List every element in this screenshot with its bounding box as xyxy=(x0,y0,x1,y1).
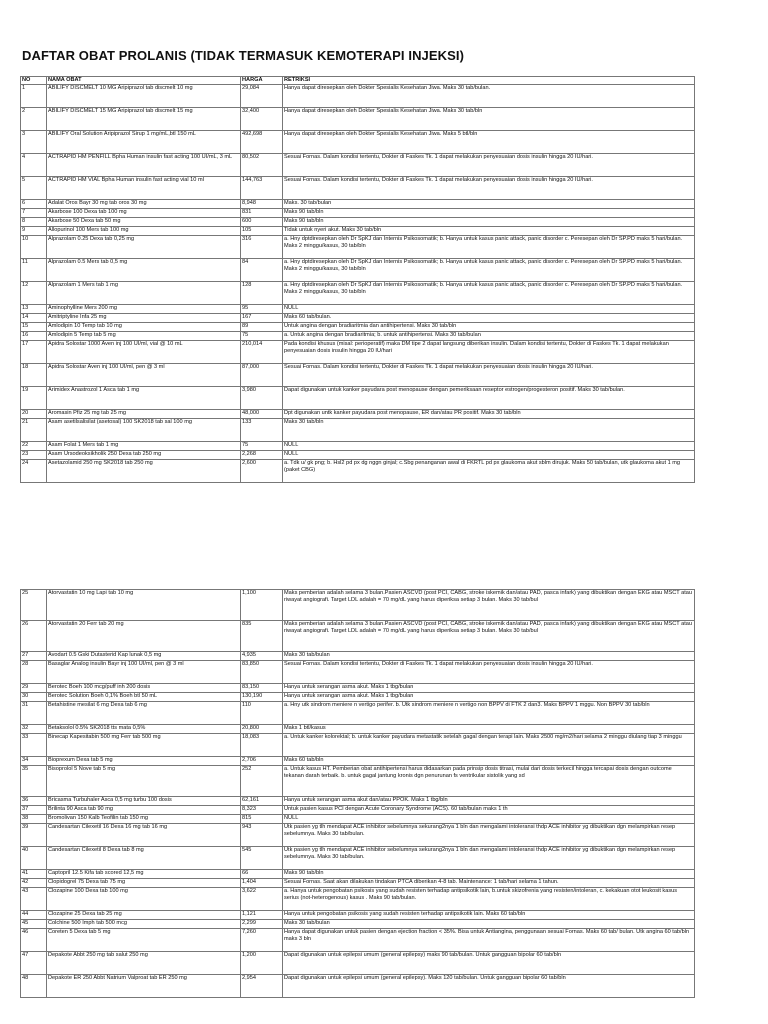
cell-harga: 133 xyxy=(241,419,283,442)
cell-no: 9 xyxy=(21,227,47,236)
cell-harga: 4,935 xyxy=(241,652,283,661)
cell-harga: 62,161 xyxy=(241,797,283,806)
cell-harga: 815 xyxy=(241,815,283,824)
cell-restriksi: Utk pasien yg tlh mendapat ACE inhibitor sebelumnya sekurang2nya 1 bln dan mengalami intoleransi thdp ACE inhibitor yg dibuktikan dgn melampirkan resep sebelumnya. Maks 30 tab/bulan. xyxy=(283,847,695,870)
cell-restriksi: Hanya dapat digunakan untuk pasien dengan ejection fraction < 35%. Bisa untuk Antiangina, penggunaan sesuai Fornas. Maks 60 tab/ bulan. Utk angina 60 tab/bln maks 3 bln xyxy=(283,929,695,952)
cell-no: 44 xyxy=(21,911,47,920)
cell-restriksi: Maks 1 btl/kasus xyxy=(283,725,695,734)
cell-harga: 2,600 xyxy=(241,460,283,483)
cell-restriksi: Maks 60 tab/bln xyxy=(283,757,695,766)
cell-restriksi: Maks 30 tab/bulan xyxy=(283,652,695,661)
cell-no: 29 xyxy=(21,684,47,693)
cell-restriksi: Maks 60 tab/bulan. xyxy=(283,314,695,323)
cell-harga: 87,000 xyxy=(241,364,283,387)
cell-harga: 545 xyxy=(241,847,283,870)
cell-nama: Asam Ursodeoksikholik 250 Dexa tab 250 mg xyxy=(47,451,241,460)
table-row xyxy=(21,387,695,410)
cell-nama: Avodart 0.5 Gski Dutasterid Kap lunak 0,5 mg xyxy=(47,652,241,661)
cell-nama: Clozapine 25 Dexa tab 25 mg xyxy=(47,911,241,920)
cell-restriksi: Hanya untuk serangan asma akut. Maks 1 tbg/bulan xyxy=(283,693,695,702)
cell-harga: 29,084 xyxy=(241,85,283,108)
cell-restriksi: Hanya untuk serangan asma akut. Maks 1 tbg/bulan xyxy=(283,684,695,693)
cell-harga: 8,323 xyxy=(241,806,283,815)
table-row xyxy=(21,911,695,920)
table-row xyxy=(21,824,695,847)
header-harga: HARGA xyxy=(241,77,283,85)
cell-no: 6 xyxy=(21,200,47,209)
cell-nama: Akarbose 100 Dexa tab 100 mg xyxy=(47,209,241,218)
cell-restriksi: Maks pemberian adalah selama 3 bulan.Pasien ASCVD (post PCI, CABG, stroke iskemik dan/atau PAD, pasca infark) yang dibuktikan dengan EKG atau MSCT atau riwayat angiografi. Target LDL adalah = 70 mg/dL yang harus diperiksa setiap 3 bulan. Maks 30 tab/bul xyxy=(283,590,695,621)
cell-no: 38 xyxy=(21,815,47,824)
cell-harga: 128 xyxy=(241,282,283,305)
cell-nama: Asetazolamid 250 mg SK2018 tab 250 mg xyxy=(47,460,241,483)
cell-restriksi: Utk pasien yg tlh mendapat ACE inhibitor sebelumnya sekurang2nya 1 bln dan mengalami intoleransi thdp ACE inhibitor yg dibuktikan dgn melampirkan resep sebelumnya. Maks 30 tab/bulan. xyxy=(283,824,695,847)
cell-nama: ACTRAPID HM VIAL Bpha Human insulin fast acting vial 10 ml xyxy=(47,177,241,200)
table-row xyxy=(21,209,695,218)
cell-no: 33 xyxy=(21,734,47,757)
cell-no: 7 xyxy=(21,209,47,218)
cell-harga: 831 xyxy=(241,209,283,218)
cell-restriksi: Hanya dapat diresepkan oleh Dokter Spesialis Kesehatan Jiwa. Maks 30 tab/bulan. xyxy=(283,85,695,108)
header-nama-obat: NAMA OBAT xyxy=(47,77,241,85)
cell-nama: Depakote ER 250 Abbt Natrium Valproat tab ER 250 mg xyxy=(47,975,241,998)
cell-nama: Apidra Solostar 1000 Aven inj 100 UI/ml, vial @ 10 mL xyxy=(47,341,241,364)
cell-nama: Akarbose 50 Dexa tab 50 mg xyxy=(47,218,241,227)
cell-nama: Bisoprolol 5 Nove tab 5 mg xyxy=(47,766,241,797)
table-row xyxy=(21,766,695,797)
cell-nama: Bricasma Turbuhaler Asca 0,5 mg turbu 100 dosis xyxy=(47,797,241,806)
cell-no: 48 xyxy=(21,975,47,998)
cell-nama: Atorvastatin 20 Ferr tab 20 mg xyxy=(47,621,241,652)
cell-restriksi: Dapat digunakan untuk epilepsi umum (general epilepsy). Maks 120 tab/bulan. Untuk gangguan bipolar 60 tab/bln xyxy=(283,975,695,998)
cell-restriksi: Hanya untuk pengobatan psikosis yang sudah resisten terhadap antipsikotik lain. Maks 60 tab/bln xyxy=(283,911,695,920)
table-row xyxy=(21,952,695,975)
cell-harga: 32,400 xyxy=(241,108,283,131)
cell-nama: Aminophylline Mers 200 mg xyxy=(47,305,241,314)
cell-no: 46 xyxy=(21,929,47,952)
cell-restriksi: Sesuai Fornas. Dalam kondisi tertentu, Dokter di Faskes Tk. 1 dapat melakukan penyesuaian dosis insulin hingga 20 IU/hari. xyxy=(283,154,695,177)
cell-no: 32 xyxy=(21,725,47,734)
cell-nama: Bromolivan 150 Kalb Teofilin tab 150 mg xyxy=(47,815,241,824)
table-row xyxy=(21,725,695,734)
table-row xyxy=(21,364,695,387)
cell-restriksi: a. Hny utk sindrom meniere n vertigo perifer. b. Utk sindrom meniere n vertigo non BPPV di FTK 2 dan3. Maks BPPV 1 mggu. Non BPPV 30 tab/bln xyxy=(283,702,695,725)
cell-harga: 316 xyxy=(241,236,283,259)
table-row xyxy=(21,442,695,451)
cell-no: 4 xyxy=(21,154,47,177)
cell-harga: 1,200 xyxy=(241,952,283,975)
cell-no: 5 xyxy=(21,177,47,200)
cell-restriksi: Maks pemberian adalah selama 3 bulan.Pasien ASCVD (post PCI, CABG, stroke iskemik dan/atau PAD, pasca infark) yang dibuktikan dengan EKG atau MSCT atau riwayat angiografi. Target LDL adalah = 70 mg/dL yang harus diperiksa setiap 3 bulan. Maks 30 tab/bul xyxy=(283,621,695,652)
cell-harga: 95 xyxy=(241,305,283,314)
cell-no: 37 xyxy=(21,806,47,815)
cell-no: 28 xyxy=(21,661,47,684)
cell-nama: Alprazolam 0.25 Dexa tab 0,25 mg xyxy=(47,236,241,259)
table-row xyxy=(21,702,695,725)
cell-no: 18 xyxy=(21,364,47,387)
cell-harga: 2,299 xyxy=(241,920,283,929)
cell-restriksi: NULL xyxy=(283,815,695,824)
table-row xyxy=(21,621,695,652)
cell-no: 35 xyxy=(21,766,47,797)
cell-harga: 20,800 xyxy=(241,725,283,734)
cell-restriksi: Maks 90 tab/bln xyxy=(283,870,695,879)
cell-harga: 66 xyxy=(241,870,283,879)
header-retriksi: RETRIKSI xyxy=(283,77,695,85)
cell-nama: ABILIFY DISCMELT 10 MG Aripiprazol tab discmelt 10 mg xyxy=(47,85,241,108)
cell-harga: 80,502 xyxy=(241,154,283,177)
table-row xyxy=(21,734,695,757)
cell-nama: Brilinta 90 Asca tab 90 mg xyxy=(47,806,241,815)
table-row xyxy=(21,236,695,259)
cell-nama: Berotec Boeh 100 mcg/puff inh 200 dosis xyxy=(47,684,241,693)
cell-restriksi: Dpt digunakan untk kanker payudara post menopause, ER dan/atau PR positif. Maks 30 tab/bln xyxy=(283,410,695,419)
cell-restriksi: Maks 30 tab/bln xyxy=(283,419,695,442)
table-row xyxy=(21,975,695,998)
cell-harga: 252 xyxy=(241,766,283,797)
cell-harga: 130,190 xyxy=(241,693,283,702)
cell-no: 2 xyxy=(21,108,47,131)
cell-restriksi: Maks 90 tab/bln xyxy=(283,218,695,227)
table-row xyxy=(21,227,695,236)
table-row xyxy=(21,259,695,282)
cell-harga: 75 xyxy=(241,442,283,451)
cell-nama: Atorvastatin 10 mg Lapi tab 10 mg xyxy=(47,590,241,621)
cell-no: 36 xyxy=(21,797,47,806)
cell-nama: Coreten 5 Dexa tab 5 mg xyxy=(47,929,241,952)
cell-harga: 18,083 xyxy=(241,734,283,757)
cell-no: 16 xyxy=(21,332,47,341)
table-row xyxy=(21,757,695,766)
cell-nama: ABILIFY DISCMELT 15 MG Aripiprazol tab discmelt 15 mg xyxy=(47,108,241,131)
cell-restriksi: a. Hny dptdiresepkan oleh Dr SpKJ dan Internis Psikosomatik; b. Hanya untuk kasus panic attack, panic disorder c. Peresepan oleh Dr SP.PD maks 5 hari/bulan. Maks 2 minggu/kasus, 30 tab/bln xyxy=(283,259,695,282)
cell-restriksi: Hanya dapat diresepkan oleh Dokter Spesialis Kesehatan Jiwa. Maks 5 btl/bln xyxy=(283,131,695,154)
cell-nama: Allopurinol 100 Mers tab 100 mg xyxy=(47,227,241,236)
table-row xyxy=(21,332,695,341)
cell-no: 22 xyxy=(21,442,47,451)
cell-no: 21 xyxy=(21,419,47,442)
cell-restriksi: Maks 90 tab/bln xyxy=(283,209,695,218)
cell-no: 12 xyxy=(21,282,47,305)
cell-restriksi: NULL xyxy=(283,305,695,314)
cell-harga: 75 xyxy=(241,332,283,341)
table-row xyxy=(21,693,695,702)
cell-no: 23 xyxy=(21,451,47,460)
table-row xyxy=(21,314,695,323)
cell-no: 39 xyxy=(21,824,47,847)
cell-no: 34 xyxy=(21,757,47,766)
cell-no: 10 xyxy=(21,236,47,259)
table-row xyxy=(21,847,695,870)
cell-harga: 84 xyxy=(241,259,283,282)
cell-nama: Alprazolam 1 Mers tab 1 mg xyxy=(47,282,241,305)
cell-nama: Amitriptyline Infa 25 mg xyxy=(47,314,241,323)
cell-restriksi: Hanya untuk serangan asma akut dan/atau PPOK. Maks 1 tbg/bln xyxy=(283,797,695,806)
table-row xyxy=(21,85,695,108)
cell-restriksi: Sesuai Fornas. Dalam kondisi tertentu, Dokter di Faskes Tk. 1 dapat melakukan penyesuaian dosis insulin hingga 20 IU/hari. xyxy=(283,661,695,684)
cell-nama: Basaglar Analog insulin Bayr inj 100 UI/ml, pen @ 3 ml xyxy=(47,661,241,684)
cell-harga: 110 xyxy=(241,702,283,725)
cell-restriksi: a. Hny dptdiresepkan oleh Dr SpKJ dan Internis Psikosomatik; b. Hanya untuk kasus panic attack, panic disorder c. Peresepan oleh Dr SP.PD maks 5 hari/bulan. Maks 2 minggu/kasus, 30 tab/bln xyxy=(283,282,695,305)
cell-restriksi: Untuk pasien kasus PCI dengan Acute Coronary Syndrome (ACS). 60 tab/bulan maks 1 th xyxy=(283,806,695,815)
cell-harga: 210,014 xyxy=(241,341,283,364)
cell-harga: 2,268 xyxy=(241,451,283,460)
table-row xyxy=(21,341,695,364)
table-row xyxy=(21,218,695,227)
drug-table-part-1 xyxy=(20,76,695,483)
cell-no: 27 xyxy=(21,652,47,661)
cell-nama: Colchine 500 Imph tab 500 mcg xyxy=(47,920,241,929)
cell-no: 19 xyxy=(21,387,47,410)
cell-harga: 3,622 xyxy=(241,888,283,911)
cell-no: 20 xyxy=(21,410,47,419)
cell-restriksi: Dapat digunakan untuk kanker payudara post menopause dengan pemeriksaan reseptor estrogen/progesteron positif. Maks 30 tab/bulan. xyxy=(283,387,695,410)
table-row xyxy=(21,920,695,929)
table-row xyxy=(21,305,695,314)
cell-harga: 83,850 xyxy=(241,661,283,684)
cell-no: 11 xyxy=(21,259,47,282)
table-row xyxy=(21,131,695,154)
cell-no: 45 xyxy=(21,920,47,929)
cell-nama: Arimidex Anastrozol 1 Asca tab 1 mg xyxy=(47,387,241,410)
page-title: DAFTAR OBAT PROLANIS (TIDAK TERMASUK KEMOTERAPI INJEKSI) xyxy=(22,48,465,63)
cell-harga: 1,404 xyxy=(241,879,283,888)
cell-nama: Captopril 12.5 Kifa tab scored 12,5 mg xyxy=(47,870,241,879)
cell-nama: Alprazolam 0.5 Mers tab 0,5 mg xyxy=(47,259,241,282)
cell-nama: Candesartan Cilexetil 8 Dexa tab 8 mg xyxy=(47,847,241,870)
cell-nama: Amlodipin 5 Temp tab 5 mg xyxy=(47,332,241,341)
cell-no: 8 xyxy=(21,218,47,227)
cell-harga: 167 xyxy=(241,314,283,323)
table-row xyxy=(21,451,695,460)
cell-restriksi: Maks. 30 tab/bulan xyxy=(283,200,695,209)
cell-restriksi: Sesuai Fornas. Saat akan dilakukan tindakan PTCA diberikan 4-8 tab. Maintenance: 1 tab/hari selama 1 tahun. xyxy=(283,879,695,888)
cell-restriksi: Maks 30 tab/bulan xyxy=(283,920,695,929)
cell-harga: 48,000 xyxy=(241,410,283,419)
cell-nama: Apidra Solostar Aven inj 100 UI/ml, pen @ 3 ml xyxy=(47,364,241,387)
cell-nama: Adalat Oros Bayr 30 mg tab oros 30 mg xyxy=(47,200,241,209)
cell-harga: 89 xyxy=(241,323,283,332)
cell-nama: Berotec Solution Boeh 0,1% Boeh btl 50 mL xyxy=(47,693,241,702)
cell-restriksi: a. Untuk kanker kolorektal; b. untuk kanker payudara metastatik setelah gagal dengan terapi lain. Maks 2500 mg/m2/hari selama 2 minggu diulang tiap 3 minggu xyxy=(283,734,695,757)
table-row xyxy=(21,815,695,824)
cell-no: 3 xyxy=(21,131,47,154)
cell-harga: 3,980 xyxy=(241,387,283,410)
cell-no: 47 xyxy=(21,952,47,975)
cell-restriksi: a. Tdk u/ gk png; b. Hsl2 pd px dg nggn ginjal; c.Sbg penanganan awal di FKRTL pd px glaukoma akut sblm dirujuk. Maks 50 tab/bulan, utk glaukoma akut 1 mg (paket CBG) xyxy=(283,460,695,483)
table-row xyxy=(21,108,695,131)
cell-harga: 492,698 xyxy=(241,131,283,154)
cell-nama: Betaksolol 0.5% SK2018 tts mata 0,5% xyxy=(47,725,241,734)
cell-restriksi: Sesuai Fornas. Dalam kondisi tertentu, Dokter di Faskes Tk. 1 dapat melakukan penyesuaian dosis insulin hingga 20 IU/hari. xyxy=(283,177,695,200)
cell-no: 25 xyxy=(21,590,47,621)
table-row xyxy=(21,806,695,815)
table-row xyxy=(21,154,695,177)
cell-harga: 8,948 xyxy=(241,200,283,209)
cell-no: 31 xyxy=(21,702,47,725)
cell-harga: 1,100 xyxy=(241,590,283,621)
cell-restriksi: Sesuai Fornas. Dalam kondisi tertentu, Dokter di Faskes Tk. 1 dapat melakukan penyesuaian dosis insulin hingga 20 IU/hari. xyxy=(283,364,695,387)
cell-nama: Binecap Kapesitabin 500 mg Ferr tab 500 mg xyxy=(47,734,241,757)
table-row xyxy=(21,661,695,684)
cell-restriksi: a. Hanya untuk pengobatan psikosis yang sudah resisten terhadap antipsikotik lain, b.untuk skizofrenia yang resisten/intoleran, c. kekakuan otot leukosit kasus serius (not-heterogenous) kasus . Maks 90 tab/bulan. xyxy=(283,888,695,911)
cell-nama: Candesartan Cilexetil 16 Dexa 16 mg tab 16 mg xyxy=(47,824,241,847)
cell-no: 30 xyxy=(21,693,47,702)
cell-restriksi: a. Untuk angina dengan bradiaritmia; b. untuk antihipertensi. Maks 30 tab/bulan xyxy=(283,332,695,341)
table-row xyxy=(21,888,695,911)
cell-restriksi: a. Hny dptdiresepkan oleh Dr SpKJ dan Internis Psikosomatik; b. Hanya untuk kasus panic attack, panic disorder c. Peresepan oleh Dr SP.PD maks 5 hari/bulan. Maks 2 minggu/kasus, 30 tab/bln xyxy=(283,236,695,259)
cell-restriksi: NULL xyxy=(283,442,695,451)
cell-restriksi: Untuk angina dengan bradiaritmia dan antihipertensi. Maks 30 tab/bln xyxy=(283,323,695,332)
cell-nama: Asam Folat 1 Mers tab 1 mg xyxy=(47,442,241,451)
cell-restriksi: Hanya dapat diresepkan oleh Dokter Spesialis Kesehatan Jiwa. Maks 30 tab/bln xyxy=(283,108,695,131)
cell-no: 14 xyxy=(21,314,47,323)
cell-no: 1 xyxy=(21,85,47,108)
cell-nama: Clopidogrel 75 Dexa tab 75 mg xyxy=(47,879,241,888)
cell-restriksi: Tidak untuk nyeri akut. Maks 30 tab/bln xyxy=(283,227,695,236)
cell-no: 24 xyxy=(21,460,47,483)
header-no: NO xyxy=(21,77,47,85)
table-row xyxy=(21,460,695,483)
table-row xyxy=(21,410,695,419)
table-row xyxy=(21,870,695,879)
cell-harga: 600 xyxy=(241,218,283,227)
cell-restriksi: NULL xyxy=(283,451,695,460)
cell-harga: 2,706 xyxy=(241,757,283,766)
cell-no: 26 xyxy=(21,621,47,652)
table-row xyxy=(21,323,695,332)
drug-table-part-2 xyxy=(20,589,695,998)
cell-harga: 1,121 xyxy=(241,911,283,920)
cell-no: 43 xyxy=(21,888,47,911)
table-row xyxy=(21,419,695,442)
cell-no: 17 xyxy=(21,341,47,364)
cell-harga: 7,260 xyxy=(241,929,283,952)
cell-harga: 83,150 xyxy=(241,684,283,693)
cell-restriksi: a. Untuk kasus HT. Pemberian obat antihipertensi harus didasarkan pada prinsip dosis titrasi, mulai dari dosis terkecil hingga tercapai dosis dengan outcome tekanan darah terbaik. b. untuk gagal jantung kronis dgn penurunan fs ventrikular sistolik yang sd xyxy=(283,766,695,797)
cell-no: 13 xyxy=(21,305,47,314)
page-gap xyxy=(0,540,768,580)
cell-restriksi: Pada kondisi khusus (misal: perioperatif) maka DM tipe 2 dapat langsung diberikan insulin. Dalam kondisi tertentu, Dokter di Faskes Tk. 1 dapat melakukan penyesuaian dosis insulin hingga 20 IU/hari xyxy=(283,341,695,364)
table-header-row xyxy=(21,77,695,85)
table-row xyxy=(21,879,695,888)
table-row xyxy=(21,929,695,952)
cell-nama: Amlodipin 10 Temp tab 10 mg xyxy=(47,323,241,332)
cell-no: 42 xyxy=(21,879,47,888)
cell-no: 40 xyxy=(21,847,47,870)
cell-harga: 835 xyxy=(241,621,283,652)
cell-harga: 2,954 xyxy=(241,975,283,998)
cell-nama: ABILIFY Oral Solution Aripiprazol Sirup 1 mg/mL,btl 150 mL xyxy=(47,131,241,154)
cell-restriksi: Dapat digunakan untuk epilepsi umum (general epilepsy) maks 90 tab/bulan. Untuk gangguan bipolar 60 tab/bln xyxy=(283,952,695,975)
table-row xyxy=(21,684,695,693)
table-row xyxy=(21,797,695,806)
cell-nama: Bioprexum Dexa tab 5 mg xyxy=(47,757,241,766)
cell-nama: Depakote Abbt 250 mg tab salut 250 mg xyxy=(47,952,241,975)
cell-nama: Aromasin Pfiz 25 mg tab 25 mg xyxy=(47,410,241,419)
cell-nama: Betahistine mesilat 6 mg Dexa tab 6 mg xyxy=(47,702,241,725)
table-row xyxy=(21,200,695,209)
cell-nama: Clozapine 100 Dexa tab 100 mg xyxy=(47,888,241,911)
table-row xyxy=(21,652,695,661)
cell-nama: Asam asetilsalisilat (asetosal) 100 SK2018 tab sal 100 mg xyxy=(47,419,241,442)
table-row xyxy=(21,282,695,305)
table-row xyxy=(21,177,695,200)
table-row xyxy=(21,590,695,621)
cell-harga: 105 xyxy=(241,227,283,236)
cell-harga: 943 xyxy=(241,824,283,847)
cell-nama: ACTRAPID HM PENFILL Bpha Human insulin fast acting 100 UI/mL, 3 mL xyxy=(47,154,241,177)
cell-no: 15 xyxy=(21,323,47,332)
cell-no: 41 xyxy=(21,870,47,879)
cell-harga: 144,763 xyxy=(241,177,283,200)
